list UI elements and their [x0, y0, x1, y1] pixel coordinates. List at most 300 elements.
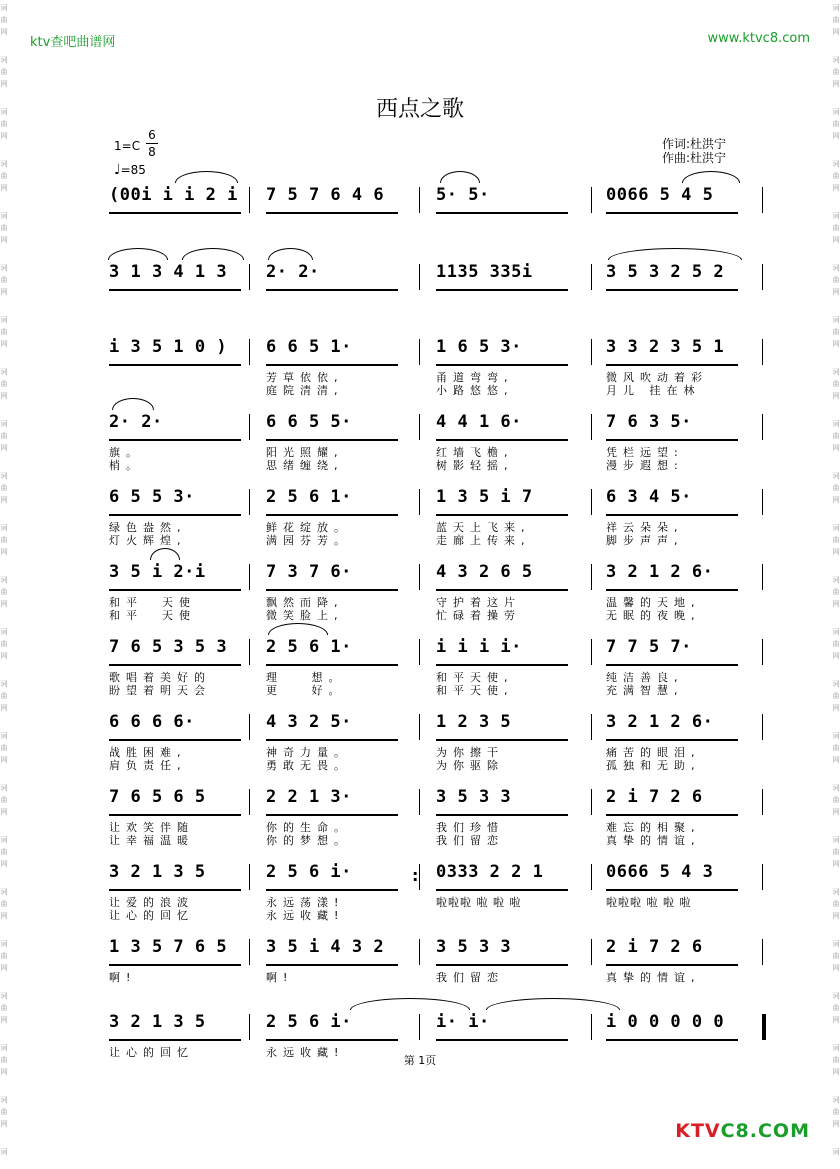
lyric-line-1: 让欢笑伴随 [109, 821, 194, 834]
lyricist: 作词:杜洪宁 [662, 137, 727, 151]
watermark-char: 曲 [832, 172, 840, 180]
watermark-char: 词 [832, 420, 840, 428]
lyric-line-2: 盼望着明天会 [109, 684, 211, 697]
watermark-char: 网 [0, 860, 8, 868]
beam-underline [109, 814, 241, 816]
lyric-line-1: 啊! [109, 971, 137, 984]
lyric-line-1: 战胜困难, [109, 746, 187, 759]
slur [486, 998, 620, 1010]
watermark-char: 曲 [0, 692, 8, 700]
watermark-char: 词 [0, 784, 8, 792]
watermark-char: 曲 [832, 484, 840, 492]
measure-notes: 6 6 5 5· [266, 412, 352, 432]
barline [591, 339, 592, 365]
lyric-line-1: 让爱的浪波 [109, 896, 194, 909]
beam-underline [266, 514, 398, 516]
watermark-char: 曲 [0, 1108, 8, 1116]
measure-notes: 2 2 1 3· [266, 787, 352, 807]
measure-notes: 1 6 5 3· [436, 337, 522, 357]
measure-notes: i· i· [436, 1012, 490, 1032]
watermark-char: 网 [832, 704, 840, 712]
lyric-line-1: 神奇力量。 [266, 746, 351, 759]
watermark-char: 网 [832, 600, 840, 608]
measure-notes: 3 3 2 3 5 1 [606, 337, 725, 357]
measure-notes: 6 6 6 6· [109, 712, 195, 732]
measure-notes: 6 6 5 1· [266, 337, 352, 357]
lyric-line-1: 芳草依依, [266, 371, 344, 384]
measure-notes: 3 5 3 3 [436, 937, 512, 957]
beam-underline [436, 289, 568, 291]
measure-notes: 7 7 5 7· [606, 637, 692, 657]
measure-notes: 3 2 1 2 6· [606, 712, 714, 732]
beam-underline [266, 889, 398, 891]
watermark-char: 曲 [0, 848, 8, 856]
barline [249, 264, 250, 290]
watermark-char: 网 [832, 912, 840, 920]
barline [591, 564, 592, 590]
barline [419, 714, 420, 740]
lyric-line-2: 和平天使, [436, 684, 514, 697]
lyric-line-2: 漫步遐想: [606, 459, 684, 472]
watermark-char: 曲 [0, 68, 8, 76]
measure-notes: 4 4 1 6· [436, 412, 522, 432]
watermark-char: 网 [832, 496, 840, 504]
lyric-line-2: 为你驱除 [436, 759, 504, 772]
lyric-line-2: 让心的回忆 [109, 909, 194, 922]
watermark-char: 网 [0, 288, 8, 296]
watermark-char: 词 [0, 264, 8, 272]
watermark-char: 曲 [832, 692, 840, 700]
lyric-line-1: 祥云朵朵, [606, 521, 684, 534]
watermark-char: 网 [0, 1016, 8, 1024]
lyric-line-2: 微笑脸上, [266, 609, 344, 622]
lyric-line-2: 脚步声声, [606, 534, 684, 547]
slur [112, 398, 154, 410]
barline [591, 639, 592, 665]
watermark-char: 词 [832, 784, 840, 792]
watermark-char: 曲 [0, 1056, 8, 1064]
lyric-line-1: 啊! [266, 971, 294, 984]
watermark-char: 词 [832, 472, 840, 480]
watermark-char: 网 [0, 496, 8, 504]
watermark-char: 网 [0, 964, 8, 972]
watermark-char: 曲 [0, 796, 8, 804]
measure-notes: (00i i i 2 i [109, 185, 238, 205]
lyric-line-1: 绿色盎然, [109, 521, 187, 534]
watermark-char: 词 [832, 56, 840, 64]
watermark-char: 词 [832, 1096, 840, 1104]
measure-notes: 5· 5· [436, 185, 490, 205]
beam-underline [109, 739, 241, 741]
watermark-char: 词 [832, 4, 840, 12]
watermark-char: 网 [832, 184, 840, 192]
beam-underline [606, 212, 738, 214]
watermark-char: 词 [0, 1096, 8, 1104]
watermark-char: 网 [832, 652, 840, 660]
barline [419, 564, 420, 590]
beam-underline [266, 739, 398, 741]
watermark-char: 词 [832, 992, 840, 1000]
barline [762, 789, 763, 815]
time-sig-bottom: 8 [148, 145, 156, 159]
watermark-char: 曲 [832, 796, 840, 804]
barline [762, 264, 763, 290]
quarter-note-icon: ♩ [114, 162, 121, 178]
watermark-char: 网 [832, 28, 840, 36]
watermark-char: 曲 [0, 224, 8, 232]
watermark-char: 词 [832, 1148, 840, 1156]
lyric-line-2: 思绪缠绕, [266, 459, 344, 472]
time-sig-top: 6 [148, 128, 156, 142]
watermark-char: 词 [0, 368, 8, 376]
watermark-char: 词 [0, 524, 8, 532]
measure-notes: 1 3 5 i 7 [436, 487, 533, 507]
measure-notes: 3 2 1 2 6· [606, 562, 714, 582]
beam-underline [109, 212, 241, 214]
beam-underline [109, 964, 241, 966]
slur [108, 248, 168, 260]
measure-notes: 3 2 1 3 5 [109, 862, 206, 882]
watermark-char: 网 [832, 1068, 840, 1076]
lyric-line-1: 啦啦啦 啦 啦 啦 [436, 896, 522, 909]
barline [249, 714, 250, 740]
barline [419, 414, 420, 440]
lyric-line-2: 更 好。 [266, 684, 346, 697]
measure-notes: 1 2 3 5 [436, 712, 512, 732]
watermark-char: 曲 [0, 276, 8, 284]
lyric-line-1: 阳光照耀, [266, 446, 344, 459]
watermark-char: 词 [832, 940, 840, 948]
lyric-line-2: 梢。 [109, 459, 143, 472]
watermark-char: 词 [832, 1044, 840, 1052]
watermark-char: 曲 [832, 588, 840, 596]
lyric-line-2: 走廊上传来, [436, 534, 531, 547]
lyric-line-2: 和平 天使 [109, 609, 196, 622]
beam-underline [436, 439, 568, 441]
beam-underline [109, 364, 241, 366]
barline [762, 564, 763, 590]
beam-underline [109, 889, 241, 891]
measure-notes: 3 5 3 3 [436, 787, 512, 807]
lyric-line-1: 红墙飞檐, [436, 446, 514, 459]
lyric-line-1: 难忘的相聚, [606, 821, 701, 834]
lyric-line-2: 庭院清清, [266, 384, 344, 397]
barline [249, 489, 250, 515]
repeat-sign: : [412, 866, 419, 885]
measure-notes: 4 3 2 6 5 [436, 562, 533, 582]
watermark-char: 词 [0, 420, 8, 428]
measure-notes: 0333 2 2 1 [436, 862, 544, 882]
lyric-line-2: 小路悠悠, [436, 384, 514, 397]
beam-underline [436, 814, 568, 816]
watermark-char: 曲 [0, 120, 8, 128]
watermark-char: 网 [832, 392, 840, 400]
lyric-line-1: 让心的回忆 [109, 1046, 194, 1059]
beam-underline [266, 364, 398, 366]
lyric-line-1: 理 想。 [266, 671, 346, 684]
measure-notes: 1135 335i [436, 262, 533, 282]
watermark-char: 曲 [832, 536, 840, 544]
barline [419, 864, 420, 890]
measure-notes: 3 5 i 2·i [109, 562, 206, 582]
lyric-line-2: 孤独和无助, [606, 759, 701, 772]
watermark-char: 曲 [0, 536, 8, 544]
beam-underline [266, 814, 398, 816]
slur [350, 998, 470, 1010]
watermark-char: 曲 [832, 16, 840, 24]
lyric-line-1: 永远收藏! [266, 1046, 345, 1059]
barline [762, 864, 763, 890]
watermark-char: 词 [832, 836, 840, 844]
barline [249, 564, 250, 590]
watermark-char: 词 [0, 56, 8, 64]
lyric-line-2: 满园芬芳。 [266, 534, 351, 547]
lyric-line-1: 守护着这片 [436, 596, 521, 609]
beam-underline [266, 589, 398, 591]
measure-notes: 7 6 5 6 5 [109, 787, 206, 807]
measure-notes: 2 i 7 2 6 [606, 787, 703, 807]
watermark-char: 曲 [0, 16, 8, 24]
watermark-char: 词 [832, 316, 840, 324]
lyric-line-2: 树影轻摇, [436, 459, 514, 472]
lyric-line-2: 真挚的情谊, [606, 834, 701, 847]
barline [591, 414, 592, 440]
measure-notes: 2· 2· [109, 412, 163, 432]
watermark-char: 词 [0, 1148, 8, 1156]
watermark-char: 曲 [0, 172, 8, 180]
watermark-char: 网 [832, 236, 840, 244]
watermark-char: 词 [832, 160, 840, 168]
measure-notes: i 3 5 1 0 ) [109, 337, 228, 357]
watermark-char: 网 [832, 808, 840, 816]
watermark-char: 网 [832, 132, 840, 140]
slur [268, 248, 313, 260]
watermark-char: 曲 [0, 484, 8, 492]
lyric-line-2: 充满智慧, [606, 684, 684, 697]
slur [268, 623, 328, 635]
barline [591, 264, 592, 290]
watermark-char: 曲 [0, 744, 8, 752]
lyric-line-1: 甬道弯弯, [436, 371, 514, 384]
lyric-line-1: 我们留恋 [436, 971, 504, 984]
lyric-line-2: 让幸福温暖 [109, 834, 194, 847]
lyric-line-1: 和平 天使 [109, 596, 196, 609]
measure-notes: 2 5 6 i· [266, 862, 352, 882]
watermark-char: 词 [0, 1044, 8, 1052]
watermark-char: 网 [0, 652, 8, 660]
slur [150, 548, 180, 560]
watermark-char: 曲 [832, 640, 840, 648]
beam-underline [266, 439, 398, 441]
site-url[interactable]: www.ktvc8.com [707, 31, 810, 46]
beam-underline [606, 664, 738, 666]
song-title: 西点之歌 [375, 97, 464, 122]
tempo-mark [114, 162, 146, 178]
page-number: 第 1页 [403, 1054, 437, 1067]
watermark-char: 网 [0, 132, 8, 140]
watermark-char: 词 [832, 524, 840, 532]
beam-underline [606, 589, 738, 591]
barline [762, 414, 763, 440]
watermark-char: 网 [0, 704, 8, 712]
watermark-char: 词 [832, 108, 840, 116]
watermark-char: 词 [0, 836, 8, 844]
composer: 作曲:杜洪宁 [662, 151, 727, 165]
watermark-char: 词 [832, 264, 840, 272]
beam-underline [606, 889, 738, 891]
watermark-char: 曲 [832, 900, 840, 908]
watermark-char: 网 [0, 444, 8, 452]
lyric-line-2: 你的梦想。 [266, 834, 351, 847]
lyric-line-1: 旗。 [109, 446, 143, 459]
barline [762, 714, 763, 740]
beam-underline [109, 589, 241, 591]
barline [249, 864, 250, 890]
beam-underline [436, 739, 568, 741]
lyric-line-1: 痛苦的眼泪, [606, 746, 701, 759]
lyric-line-1: 为你擦干 [436, 746, 504, 759]
beam-underline [606, 289, 738, 291]
watermark-char: 词 [832, 576, 840, 584]
lyric-line-2: 永远收藏! [266, 909, 345, 922]
measure-notes: 4 3 2 5· [266, 712, 352, 732]
beam-underline [436, 514, 568, 516]
lyric-line-2: 忙碌着操劳 [436, 609, 521, 622]
key-signature: 1=C [114, 139, 141, 153]
barline [419, 264, 420, 290]
beam-underline [606, 739, 738, 741]
final-barline [762, 1014, 766, 1040]
watermark-char: 曲 [832, 1004, 840, 1012]
watermark-char: 网 [832, 340, 840, 348]
watermark-char: 词 [0, 888, 8, 896]
barline [762, 489, 763, 515]
watermark-char: 网 [0, 28, 8, 36]
beam-underline [606, 1039, 738, 1041]
lyric-line-2: 月儿 挂在林 [606, 384, 701, 397]
watermark-char: 网 [832, 548, 840, 556]
beam-underline [606, 364, 738, 366]
barline [419, 939, 420, 965]
lyric-line-1: 我们珍惜 [436, 821, 504, 834]
measure-notes: 7 6 5 3 5 3 [109, 637, 228, 657]
beam-underline [266, 1039, 398, 1041]
watermark-char: 曲 [0, 1004, 8, 1012]
watermark-char: 曲 [832, 744, 840, 752]
watermark-char: 网 [0, 1068, 8, 1076]
watermark-char: 网 [832, 1016, 840, 1024]
lyric-line-1: 凭栏远望: [606, 446, 684, 459]
beam-underline [606, 964, 738, 966]
beam-underline [109, 289, 241, 291]
watermark-char: 词 [0, 680, 8, 688]
site-logo: KTVC8.COM [675, 1120, 810, 1142]
measure-notes: 0666 5 4 3 [606, 862, 714, 882]
watermark-char: 曲 [832, 952, 840, 960]
watermark-char: 曲 [0, 588, 8, 596]
beam-underline [109, 1039, 241, 1041]
watermark-char: 曲 [832, 328, 840, 336]
barline [762, 939, 763, 965]
credits [662, 137, 726, 165]
barline [249, 789, 250, 815]
slur [182, 248, 244, 260]
measure-notes: 2 5 6 1· [266, 487, 352, 507]
measure-notes: 2 5 6 1· [266, 637, 352, 657]
barline [419, 339, 420, 365]
beam-underline [109, 664, 241, 666]
watermark-char: 网 [0, 184, 8, 192]
watermark-char: 词 [0, 160, 8, 168]
lyric-line-2: 肩负责任, [109, 759, 187, 772]
barline [419, 187, 420, 213]
measure-notes: 3 2 1 3 5 [109, 1012, 206, 1032]
watermark-char: 曲 [832, 276, 840, 284]
watermark-char: 网 [0, 808, 8, 816]
watermark-char: 网 [832, 964, 840, 972]
watermark-char: 网 [832, 1120, 840, 1128]
barline [249, 639, 250, 665]
lyric-line-1: 蓝天上飞来, [436, 521, 531, 534]
watermark-right [832, 0, 840, 1169]
lyric-line-1: 你的生命。 [266, 821, 351, 834]
lyric-line-1: 温馨的天地, [606, 596, 701, 609]
slur [608, 248, 742, 260]
beam-underline [109, 439, 241, 441]
barline [591, 489, 592, 515]
slur [440, 171, 480, 183]
watermark-char: 曲 [0, 952, 8, 960]
watermark-char: 曲 [832, 68, 840, 76]
watermark-char: 词 [832, 680, 840, 688]
beam-underline [606, 439, 738, 441]
measure-notes: 3 1 3 4 1 3 [109, 262, 228, 282]
barline [762, 187, 763, 213]
lyric-line-1: 啦啦啦 啦 啦 啦 [606, 896, 692, 909]
watermark-char: 词 [0, 472, 8, 480]
barline [591, 187, 592, 213]
beam-underline [436, 364, 568, 366]
beam-underline [436, 1039, 568, 1041]
measure-notes: 2 i 7 2 6 [606, 937, 703, 957]
measure-notes: 6 3 4 5· [606, 487, 692, 507]
watermark-char: 词 [0, 732, 8, 740]
watermark-char: 网 [0, 392, 8, 400]
barline [249, 339, 250, 365]
lyric-line-2: 我们留恋 [436, 834, 504, 847]
watermark-char: 网 [832, 444, 840, 452]
watermark-char: 曲 [0, 432, 8, 440]
watermark-char: 词 [832, 212, 840, 220]
barline [249, 187, 250, 213]
measure-notes: i i i i· [436, 637, 522, 657]
watermark-char: 曲 [0, 640, 8, 648]
barline [419, 489, 420, 515]
tempo-value: =85 [120, 163, 146, 177]
watermark-char: 曲 [832, 224, 840, 232]
barline [591, 789, 592, 815]
beam-underline [266, 212, 398, 214]
watermark-char: 词 [0, 4, 8, 12]
watermark-char: 词 [832, 628, 840, 636]
watermark-char: 网 [0, 600, 8, 608]
watermark-char: 网 [0, 80, 8, 88]
watermark-char: 网 [0, 1120, 8, 1128]
barline [591, 864, 592, 890]
watermark-char: 网 [832, 756, 840, 764]
beam-underline [436, 212, 568, 214]
watermark-char: 词 [0, 316, 8, 324]
